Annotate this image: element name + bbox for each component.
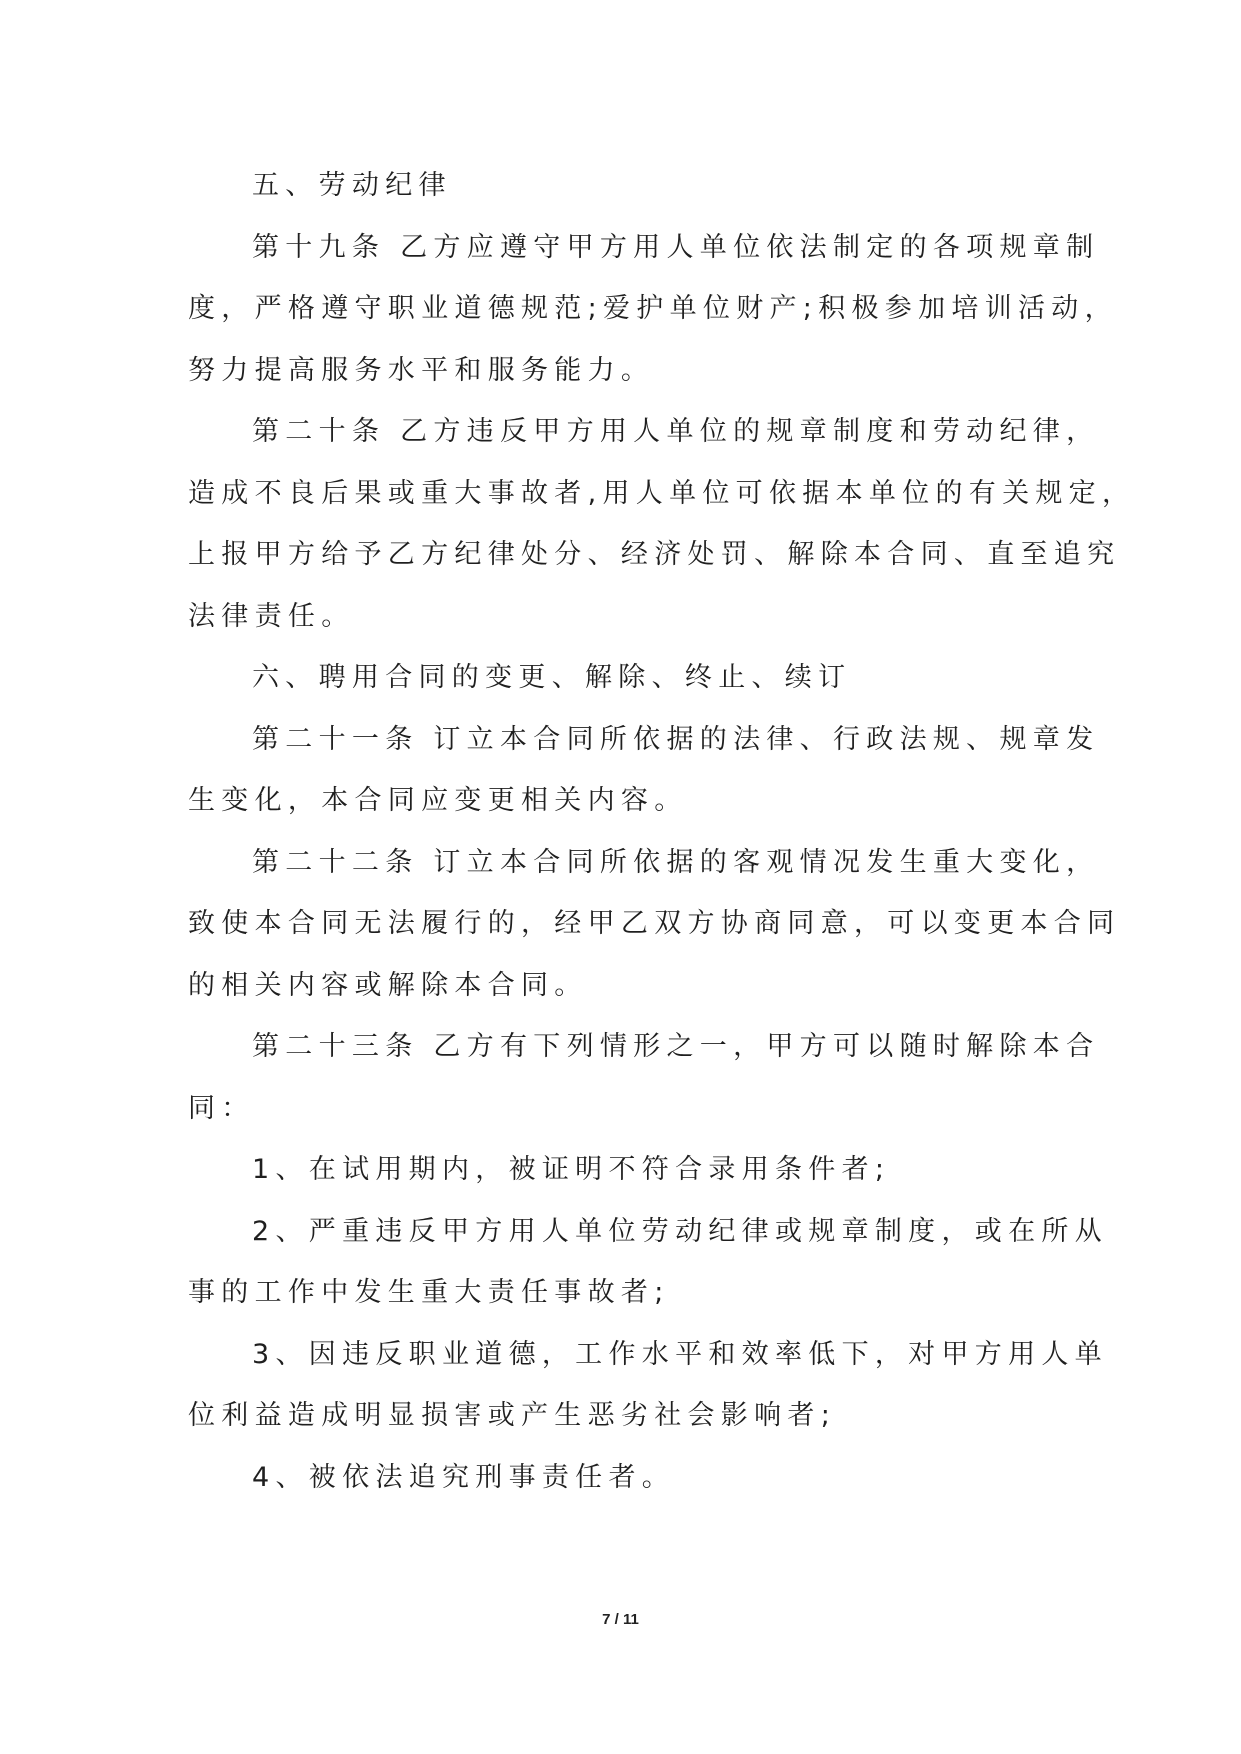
article-22-line-1: 第二十二条 订立本合同所依据的客观情况发生重大变化，: [252, 846, 1100, 878]
page-number: 7 / 11: [602, 1611, 639, 1628]
article-20-line-3: 上报甲方给予乙方纪律处分、经济处罚、解除本合同、直至追究: [188, 539, 1121, 570]
article-19-line-2: 度，严格遵守职业道德规范;爱护单位财产;积极参加培训活动，: [188, 293, 1118, 324]
clause-3-line-1: 3、因违反职业道德，工作水平和效率低下，对甲方用人单: [252, 1338, 1108, 1370]
article-20-line-2: 造成不良后果或重大事故者,用人单位可依据本单位的有关规定，: [188, 477, 1136, 509]
article-21-line-1: 第二十一条 订立本合同所依据的法律、行政法规、规章发: [252, 723, 1100, 755]
article-23-line-2: 同：: [188, 1092, 255, 1124]
clause-2-line-1: 2、严重违反甲方用人单位劳动纪律或规章制度，或在所从: [252, 1215, 1108, 1247]
article-22-line-3: 的相关内容或解除本合同。: [188, 969, 588, 1001]
section-heading-labor-discipline: 五、劳动纪律: [252, 170, 452, 201]
article-21-line-2: 生变化，本合同应变更相关内容。: [188, 785, 688, 816]
article-23-line-1: 第二十三条 乙方有下列情形之一，甲方可以随时解除本合: [252, 1031, 1100, 1062]
article-20-line-1: 第二十条 乙方违反甲方用人单位的规章制度和劳动纪律，: [252, 416, 1100, 447]
clause-3-line-2: 位利益造成明显损害或产生恶劣社会影响者;: [188, 1400, 837, 1431]
article-20-line-4: 法律责任。: [188, 600, 355, 632]
clause-4-line-1: 4、被依法追究刑事责任者。: [252, 1461, 676, 1493]
section-heading-contract-changes: 六、聘用合同的变更、解除、终止、续订: [252, 662, 852, 693]
article-22-line-2: 致使本合同无法履行的，经甲乙双方协商同意，可以变更本合同: [188, 908, 1121, 939]
clause-2-line-2: 事的工作中发生重大责任事故者;: [188, 1277, 670, 1308]
article-19-line-3: 努力提高服务水平和服务能力。: [188, 354, 655, 386]
article-19-line-1: 第十九条 乙方应遵守甲方用人单位依法制定的各项规章制: [252, 231, 1100, 263]
clause-1-line-1: 1、在试用期内，被证明不符合录用条件者;: [252, 1154, 891, 1185]
document-body: [188, 155, 1136, 1508]
